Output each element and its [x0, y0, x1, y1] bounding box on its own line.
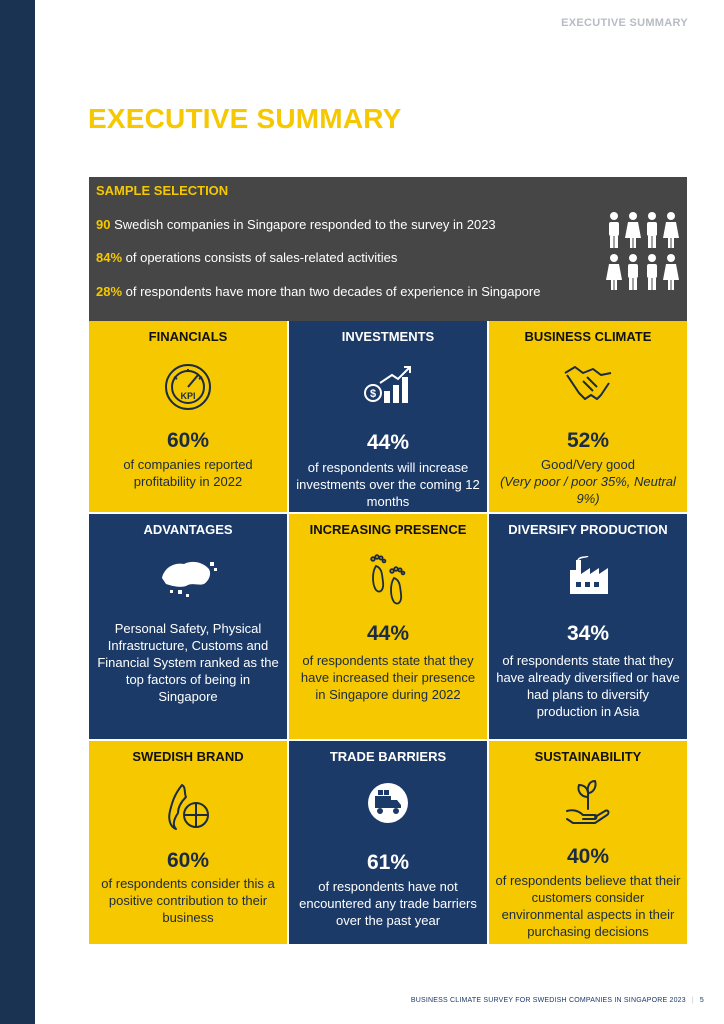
- card-text: of respondents state that they have already diversified or have had plans to diversify production in Asia: [496, 653, 680, 719]
- card-increasing-presence: [289, 514, 487, 739]
- card-value: 60%: [166, 429, 210, 452]
- sample-line-experience: [96, 284, 540, 299]
- card-text: of respondents believe that their customers consider environmental aspects in their purchasing decisions: [495, 873, 681, 939]
- card-value: 44%: [366, 622, 410, 645]
- running-header: EXECUTIVE SUMMARY: [561, 17, 688, 29]
- card-text-sub: (Very poor / poor 35%, Neutral 9%): [500, 474, 676, 506]
- card-title: INCREASING PRESENCE: [309, 522, 467, 537]
- delivery-truck-icon: [366, 781, 410, 825]
- handshake-icon: [561, 361, 615, 413]
- svg-text:$: $: [369, 388, 377, 400]
- card-investments: [289, 321, 487, 512]
- card-title: BUSINESS CLIMATE: [524, 329, 652, 344]
- footprints-icon: [368, 554, 408, 606]
- card-text-main: Good/Very good: [541, 457, 635, 472]
- card-text: of respondents have not encountered any trade barriers over the past year: [299, 879, 477, 928]
- plant-hand-icon: [563, 779, 613, 827]
- sample-selection-panel: [89, 177, 687, 321]
- card-text: of respondents consider this a positive contribution to their business: [101, 876, 275, 925]
- card-title: INVESTMENTS: [341, 329, 435, 344]
- card-swedish-brand: [89, 741, 287, 944]
- sample-value: 84%: [96, 250, 123, 265]
- left-accent-bar: [0, 0, 35, 1024]
- card-title: TRADE BARRIERS: [329, 749, 447, 764]
- summary-grid: [89, 321, 687, 944]
- card-diversify-production: [489, 514, 687, 739]
- page-number: 5: [699, 997, 704, 1004]
- sample-line-operations: [96, 250, 397, 265]
- card-advantages: [89, 514, 287, 739]
- sample-value: 90: [96, 217, 111, 232]
- card-value: 61%: [366, 851, 410, 874]
- investment-growth-icon: [362, 363, 414, 407]
- card-value: 60%: [166, 849, 210, 872]
- card-value: 44%: [366, 431, 410, 454]
- card-value: 52%: [566, 429, 610, 452]
- sample-selection-heading: SAMPLE SELECTION: [96, 183, 229, 198]
- sample-text: of operations consists of sales-related activities: [122, 250, 398, 265]
- card-text: of respondents will increase investments over the coming 12 months: [296, 460, 480, 509]
- card-title: FINANCIALS: [148, 329, 228, 344]
- singapore-map-icon: [158, 556, 218, 602]
- card-title: DIVERSIFY PRODUCTION: [508, 522, 668, 537]
- card-business-climate: [489, 321, 687, 512]
- people-group-icon: [606, 211, 680, 291]
- footer-separator: |: [691, 997, 694, 1004]
- card-title: SUSTAINABILITY: [534, 749, 642, 764]
- sample-text: Swedish companies in Singapore responded to the survey in 2023: [110, 217, 496, 232]
- sample-line-respondents: [96, 217, 496, 232]
- sweden-globe-icon: [164, 781, 212, 833]
- card-trade-barriers: [289, 741, 487, 944]
- svg-text:KPI: KPI: [180, 391, 196, 401]
- factory-icon: [566, 556, 610, 596]
- page-title: EXECUTIVE SUMMARY: [88, 103, 402, 134]
- card-title: ADVANTAGES: [143, 522, 233, 537]
- card-text: of respondents state that they have increased their presence in Singapore during 2022: [300, 653, 476, 702]
- footer-text: BUSINESS CLIMATE SURVEY FOR SWEDISH COMPANIES IN SINGAPORE 2023: [410, 997, 686, 1004]
- card-value: 34%: [566, 622, 610, 645]
- sample-value: 28%: [96, 284, 123, 299]
- page-footer: [411, 997, 704, 1004]
- card-value: 40%: [566, 845, 610, 868]
- card-sustainability: [489, 741, 687, 944]
- card-title: SWEDISH BRAND: [132, 749, 244, 764]
- sample-text: of respondents have more than two decades of experience in Singapore: [122, 284, 541, 299]
- kpi-gauge-icon: [162, 361, 214, 413]
- card-text: [495, 456, 681, 507]
- card-text: Personal Safety, Physical Infrastructure, Customs and Financial System ranked as the top factors of being in Singapore: [97, 621, 279, 704]
- card-text: of companies reported profitability in 2022: [123, 457, 253, 489]
- card-financials: [89, 321, 287, 512]
